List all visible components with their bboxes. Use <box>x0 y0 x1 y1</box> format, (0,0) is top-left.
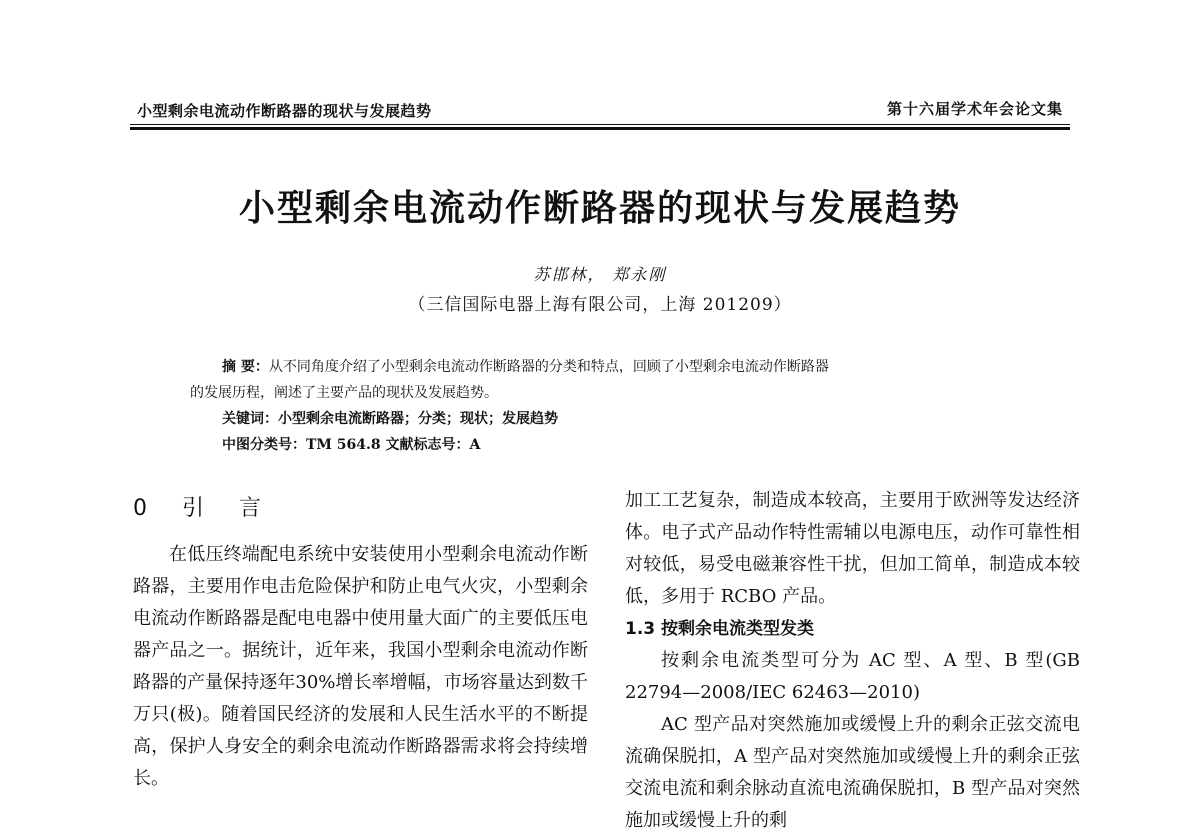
authors: 苏邯林， 郑永刚 <box>533 265 667 284</box>
section-heading-intro: 0 引 言 <box>133 496 275 521</box>
affiliation: （三信国际电器上海有限公司，上海 201209） <box>408 295 792 315</box>
abstract-text-1: 从不同角度介绍了小型剩余电流动作断路器的分类和特点，回顾了小型剩余电流动作断路器 <box>268 359 829 375</box>
header-rule-thin <box>130 124 1070 125</box>
subsection-heading: 1.3 按剩余电流类型发类 <box>625 619 815 639</box>
right-paragraph-3: AC 型产品对突然施加或缓慢上升的剩余正弦交流电流确保脱扣，A 型产品对突然施加或缓慢上升的剩余正弦交流电流和剩余脉动直流电流确保脱扣，B 型产品对突然施加或缓慢上升的剩 <box>625 714 1080 831</box>
keywords: 关键词：小型剩余电流断路器；分类；现状；发展趋势 <box>222 411 558 427</box>
running-header-title: 小型剩余电流动作断路器的现状与发展趋势 <box>137 102 432 120</box>
paper-title: 小型剩余电流动作断路器的现状与发展趋势 <box>238 188 961 229</box>
left-column <box>133 485 588 795</box>
right-paragraph-1: 加工工艺复杂，制造成本较高，主要用于欧洲等发达经济体。电子式产品动作特性需辅以电源电压，动作可靠性相对较低，易受电磁兼容性干扰，但加工简单，制造成本较低，多用于 RCBO 产品。 <box>625 490 1080 607</box>
right-column <box>625 485 1080 837</box>
abstract-label: 摘 要： <box>222 359 269 375</box>
intro-paragraph: 在低压终端配电系统中安装使用小型剩余电流动作断路器，主要用作电击危险保护和防止电气火灾，小型剩余电流动作断路器是配电电器中使用量大面广的主要低压电器产品之一。据统计，近年来，我国小型剩余电流动作断路器的产量保持逐年30%增长率增幅，市场容量达到数千万只(极)。随着国民经济的发展和人民生活水平的不断提高，保护人身安全的剩余电流动作断路器需求将会持续增长。 <box>133 544 588 789</box>
classification: 中图分类号：TM 564.8 文献标志号：A <box>222 437 481 453</box>
right-paragraph-2: 按剩余电流类型可分为 AC 型、A 型、B 型(GB 22794—2008/IEC 62463—2010) <box>625 650 1080 703</box>
running-header-proceedings: 第十六届学术年会论文集 <box>886 100 1063 118</box>
abstract-line-1 <box>190 354 1010 380</box>
header-rule-thick <box>130 127 1070 130</box>
abstract-text-2: 的发展历程，阐述了主要产品的现状及发展趋势。 <box>190 385 498 401</box>
abstract-block <box>190 354 1010 458</box>
